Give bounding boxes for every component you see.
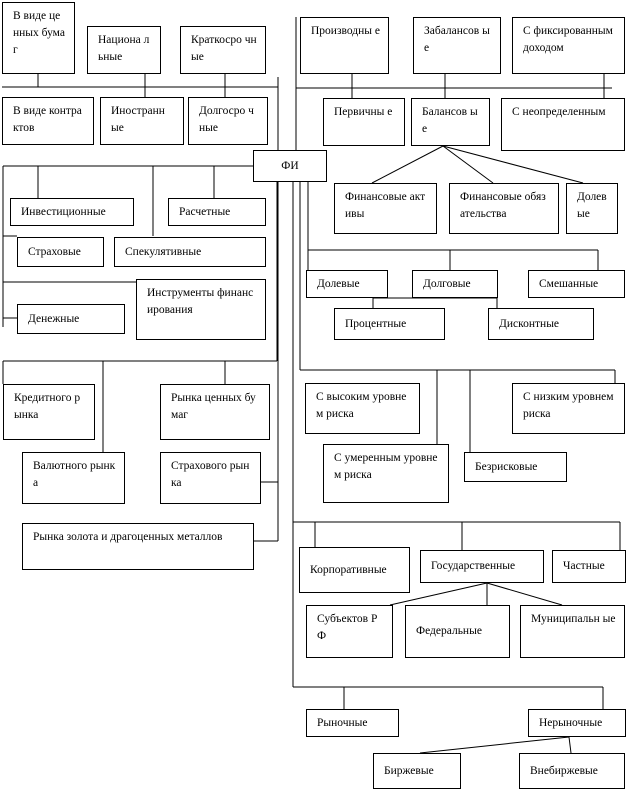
node-settlement: Расчетные: [168, 198, 266, 226]
node-mixed: Смешанные: [528, 270, 625, 298]
node-securities-market: Рынка ценных бумаг: [160, 384, 270, 440]
node-rf-subjects: Субъектов РФ: [306, 605, 393, 658]
node-credit-market: Кредитного рынка: [3, 384, 95, 440]
node-securities-form: В виде ценных бумаг: [2, 2, 75, 74]
node-financing-instruments: Инструменты финансирования: [136, 279, 266, 340]
node-long-term: Долгосро чные: [188, 97, 268, 145]
node-moderate-risk: С умеренным уровнем риска: [323, 444, 449, 503]
node-federal: Федеральные: [405, 605, 510, 658]
node-fixed-income: С фиксированным доходом: [512, 17, 625, 74]
node-contracts-form: В виде контрактов: [2, 97, 94, 145]
node-insurance: Страховые: [17, 237, 104, 267]
node-riskless: Безрисковые: [464, 452, 567, 482]
node-investment: Инвестиционные: [10, 198, 134, 226]
node-exchange: Биржевые: [373, 753, 461, 789]
node-off-balance: Забалансов ые: [413, 17, 501, 74]
node-derivatives: Производны е: [300, 17, 389, 74]
node-short-term: Краткосро чные: [180, 26, 266, 74]
node-foreign: Иностранн ые: [100, 97, 184, 145]
node-high-risk: С высоким уровнем риска: [305, 383, 420, 434]
node-primary: Первичны е: [323, 98, 405, 146]
node-corporate: Корпоративные: [299, 547, 410, 593]
node-national: Национа льные: [87, 26, 161, 74]
node-balance: Балансов ые: [411, 98, 490, 146]
node-low-risk: С низким уровнем риска: [512, 383, 625, 434]
node-insurance-market: Страхового рынка: [160, 452, 261, 504]
node-monetary: Денежные: [17, 304, 125, 334]
node-gold-market: Рынка золота и драгоценных металлов: [22, 523, 254, 570]
node-discount: Дисконтные: [488, 308, 594, 340]
node-debt: Долговые: [412, 270, 498, 298]
node-private: Частные: [552, 550, 626, 583]
node-government: Государственные: [420, 550, 544, 583]
node-financial-assets: Финансовые активы: [334, 183, 437, 234]
node-equity-balance: Долев ые: [566, 183, 618, 234]
node-interest: Процентные: [334, 308, 445, 340]
node-equity: Долевые: [306, 270, 388, 298]
node-undefined-income: С неопределенным: [501, 98, 625, 151]
node-speculative: Спекулятивные: [114, 237, 266, 267]
node-nonmarket: Нерыночные: [528, 709, 626, 737]
node-municipal: Муниципальн ые: [520, 605, 625, 658]
node-currency-market: Валютного рынка: [22, 452, 125, 504]
node-market: Рыночные: [306, 709, 399, 737]
node-root-fi: ФИ: [253, 150, 327, 182]
node-financial-liabilities: Финансовые обязательства: [449, 183, 559, 234]
node-otc: Внебиржевые: [519, 753, 625, 789]
